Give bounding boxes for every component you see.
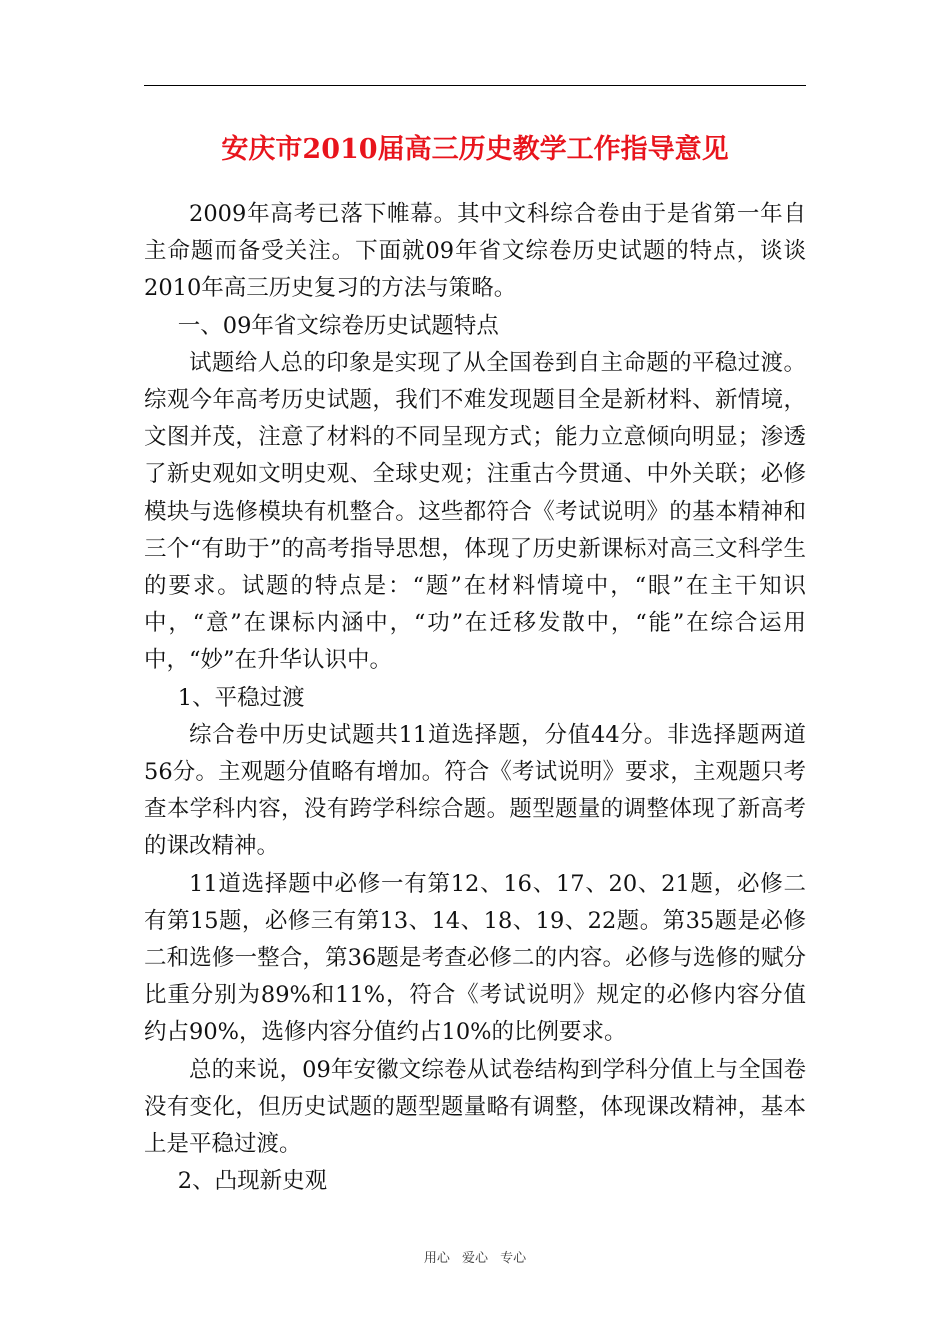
section-heading-1: 一、09年省文综卷历史试题特点 xyxy=(177,312,499,339)
paragraph-overview: 试题给人总的印象是实现了从全国卷到自主命题的平稳过渡。综观今年高考历史试题，我们不难发现题目全是新材料、新情境，文图并茂，注意了材料的不同呈现方式；能力立意倾向明显；渗透了新史观如文明史观、全球史观；注重古今贯通、中外关联；必修模块与选修模块有机整合。这些都符合《考试说明》的基本精神和三个“有助于”的高考指导思想，体现了历史新课标对高三文科学生的要求。试题的特点是：“题”在材料情境中，“眼”在主干知识中，“意”在课标内涵中，“功”在迁移发散中，“能”在综合运用中，“妙”在升华认识中。 xyxy=(144,349,806,674)
sub-heading-2: 2、凸现新史观 xyxy=(177,1168,328,1195)
page-footer: 用心 爱心 专心 xyxy=(423,1251,527,1266)
sub-heading-1: 1、平稳过渡 xyxy=(177,684,305,711)
paragraph-structure: 综合卷中历史试题共11道选择题，分值44分。非选择题两道56分。主观题分值略有增加。符合《考试说明》要求，主观题只考查本学科内容，没有跨学科综合题。题型题量的调整体现了新高考的课改精神。 xyxy=(144,721,806,860)
paragraph-summary: 总的来说，09年安徽文综卷从试卷结构到学科分值上与全国卷没有变化，但历史试题的题型题量略有调整，体现课改精神，基本上是平稳过渡。 xyxy=(144,1056,806,1158)
document-body xyxy=(144,196,806,1200)
document-title: 安庆市2010届高三历史教学工作指导意见 xyxy=(221,134,729,165)
header-rule xyxy=(144,85,806,86)
paragraph-questions: 11道选择题中必修一有第12、16、17、20、21题，必修二有第15题，必修三有第13、14、18、19、22题。第35题是必修二和选修一整合，第36题是考查必修二的内容。必修与选修的赋分比重分别为89%和11%，符合《考试说明》规定的必修内容分值约占90%，选修内容分值约占10%的比例要求。 xyxy=(144,870,806,1046)
paragraph-intro: 2009年高考已落下帷幕。其中文科综合卷由于是省第一年自主命题而备受关注。下面就09年省文综卷历史试题的特点，谈谈2010年高三历史复习的方法与策略。 xyxy=(144,201,806,302)
